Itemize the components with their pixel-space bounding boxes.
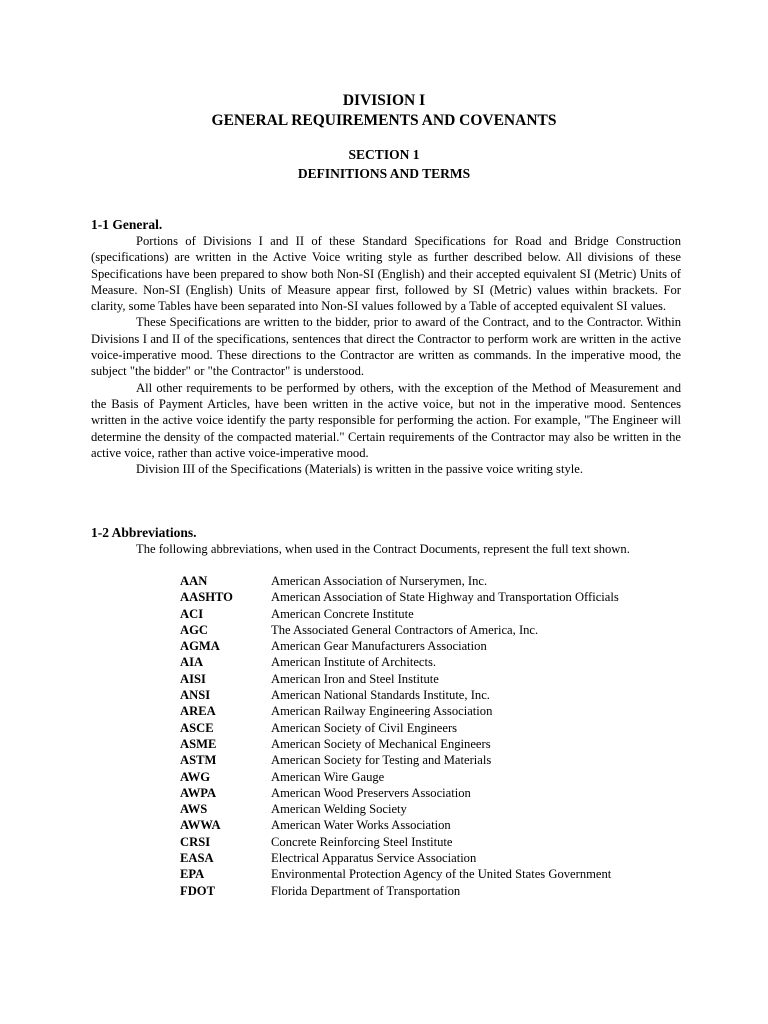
abbreviation-row bbox=[180, 801, 700, 817]
abbreviation-code: ANSI bbox=[180, 688, 211, 703]
abbreviation-code: AGMA bbox=[180, 639, 220, 654]
abbreviation-row bbox=[180, 769, 700, 785]
division-subtitle: GENERAL REQUIREMENTS AND COVENANTS bbox=[211, 112, 557, 129]
general-paragraph: All other requirements to be performed by others, with the exception of the Method of Measurement and the Basis of Payment Articles, have been written in the active voice, but not in the imperative mood. Sentences written in the active voice identify the party responsible for performing the action. For example, "The Engineer will determine the density of the compacted material." Certain requirements of the Contractor may also be written in the active voice, rather than active voice-imperative mood. bbox=[91, 380, 681, 460]
abbreviation-text: American Concrete Institute bbox=[271, 606, 414, 621]
abbreviation-row bbox=[180, 834, 700, 850]
abbreviation-row bbox=[180, 606, 700, 622]
abbreviation-text: American Welding Society bbox=[271, 802, 407, 817]
section-title: SECTION 1 bbox=[348, 147, 420, 162]
abbreviation-code: FDOT bbox=[180, 883, 215, 898]
abbreviation-text: American Society for Testing and Materials bbox=[271, 753, 492, 768]
abbreviation-code: ACI bbox=[180, 606, 204, 621]
abbreviation-code: AREA bbox=[180, 704, 216, 719]
division-title: DIVISION I bbox=[342, 92, 426, 109]
abbreviation-text: American Association of Nurserymen, Inc. bbox=[271, 574, 488, 588]
abbreviation-row bbox=[180, 622, 700, 638]
abbreviation-code: AWPA bbox=[180, 785, 217, 800]
general-paragraph: Division III of the Specifications (Materials) is written in the passive voice writing style. bbox=[136, 462, 583, 477]
abbreviation-row bbox=[180, 589, 700, 605]
abbreviation-text: American National Standards Institute, Inc. bbox=[271, 688, 490, 703]
abbreviation-text: American Society of Civil Engineers bbox=[271, 720, 458, 735]
abbreviations-intro: The following abbreviations, when used in the Contract Documents, represent the full text shown. bbox=[136, 542, 630, 556]
section-subtitle: DEFINITIONS AND TERMS bbox=[297, 166, 471, 181]
abbreviation-row bbox=[180, 785, 700, 801]
abbreviation-text: American Society of Mechanical Engineers bbox=[271, 736, 491, 751]
abbreviation-text: Electrical Apparatus Service Association bbox=[271, 851, 477, 866]
abbreviation-text: American Water Works Association bbox=[271, 818, 451, 833]
abbreviation-text: Concrete Reinforcing Steel Institute bbox=[271, 834, 453, 849]
abbreviation-row bbox=[180, 817, 700, 833]
abbreviation-code: AWWA bbox=[180, 818, 221, 833]
abbreviation-code: AISI bbox=[180, 671, 206, 686]
abbreviation-code: AWG bbox=[180, 769, 211, 784]
abbreviation-text: American Gear Manufacturers Association bbox=[271, 639, 487, 654]
abbreviation-text: American Iron and Steel Institute bbox=[271, 671, 439, 686]
abbreviation-row bbox=[180, 720, 700, 736]
abbreviation-row bbox=[180, 687, 700, 703]
abbreviation-row bbox=[180, 736, 700, 752]
abbreviation-row bbox=[180, 850, 700, 866]
abbreviation-row bbox=[180, 573, 700, 589]
abbreviation-text: Environmental Protection Agency of the United States Government bbox=[271, 867, 612, 882]
abbreviation-code: AIA bbox=[180, 655, 204, 670]
abbreviation-code: ASTM bbox=[180, 753, 217, 768]
abbreviation-code: ASME bbox=[180, 736, 217, 751]
abbreviation-code: AAN bbox=[180, 574, 208, 588]
general-body bbox=[91, 233, 681, 477]
abbreviation-text: Florida Department of Transportation bbox=[271, 883, 461, 898]
abbreviation-row bbox=[180, 866, 700, 882]
abbreviation-text: American Wood Preservers Association bbox=[271, 785, 471, 800]
abbreviation-code: AASHTO bbox=[180, 590, 233, 605]
abbreviation-code: ASCE bbox=[180, 720, 214, 735]
abbreviation-text: American Wire Gauge bbox=[271, 769, 385, 784]
abbreviation-text: American Railway Engineering Association bbox=[271, 704, 493, 719]
abbreviation-code: AGC bbox=[180, 622, 208, 637]
abbreviation-row bbox=[180, 638, 700, 654]
general-paragraph: Portions of Divisions I and II of these Standard Specifications for Road and Bridge Construction (specifications) are written in the Active Voice writing style as further described below. All divisions of these Specifications have been prepared to show both Non-SI (English) and their accepted equivalent SI (Metric) Units of Measure. Non-SI (English) Units of Measure appear first, followed by SI (Metric) values within brackets. For clarity, some Tables have been separated into Non-SI values followed by a Table of accepted equivalent SI values. bbox=[91, 234, 681, 314]
abbreviation-row bbox=[180, 883, 700, 899]
abbreviation-row bbox=[180, 671, 700, 687]
abbreviation-row bbox=[180, 752, 700, 768]
abbreviation-code: EPA bbox=[180, 867, 205, 882]
abbreviation-row bbox=[180, 654, 700, 670]
general-paragraph: These Specifications are written to the bidder, prior to award of the Contract, and to the Contractor. Within Divisions I and II of the specifications, sentences that direct the Contractor to perform work are written in the active voice-imperative mood. These directions to the Contractor are written as commands. In the imperative mood, the subject "the bidder" or "the Contractor" is understood. bbox=[91, 315, 681, 379]
abbreviation-code: EASA bbox=[180, 851, 214, 866]
abbreviation-code: AWS bbox=[180, 802, 208, 817]
abbreviation-code: CRSI bbox=[180, 834, 211, 849]
abbreviation-text: American Institute of Architects. bbox=[271, 655, 437, 670]
abbreviation-text: American Association of State Highway and Transportation Officials bbox=[271, 590, 619, 605]
abbreviation-row bbox=[180, 703, 700, 719]
abbreviation-text: The Associated General Contractors of America, Inc. bbox=[271, 622, 539, 637]
abbreviations-list bbox=[180, 573, 700, 899]
general-heading: 1-1 General. bbox=[91, 217, 163, 232]
abbreviations-heading: 1-2 Abbreviations. bbox=[91, 525, 197, 540]
